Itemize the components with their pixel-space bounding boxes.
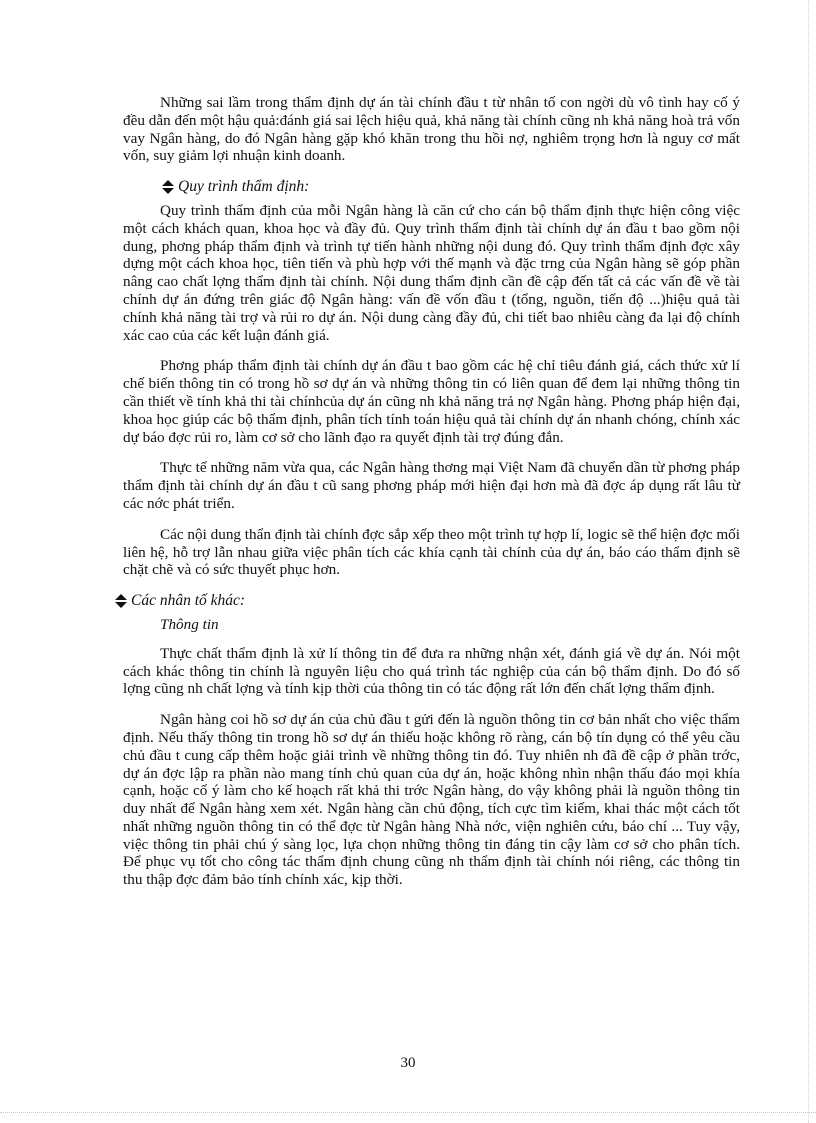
document-body	[123, 94, 740, 902]
subheading-information: Thông tin	[160, 615, 219, 633]
heading-text: Các nhân tố khác:	[131, 592, 246, 610]
diamond-arrow-icon	[162, 180, 174, 194]
page-bottom-divider	[0, 1112, 816, 1113]
paragraph-7: Ngân hàng coi hồ sơ dự án của chủ đầu t gửi đến là nguồn thông tin cơ bản nhất cho việc thẩm định. Nếu thấy thông tin trong hồ sơ dự án thiếu hoặc không rõ ràng, cán bộ tín dụng có thể yêu cầu chủ đầu t cung cấp thêm hoặc giải trình về những thông tin đó. Tuy nhiên nh đã đề cập ở phần trớc, dự án đợc lập ra phần nào mang tính chủ quan của dự án, hoặc không nhìn nhận thấu đáo mọi khía cạnh, hoặc cố ý làm cho kế hoạch rất khả thi trớc Ngân hàng, do vậy không phải là nguồn thông tin duy nhất để Ngân hàng xem xét. Ngân hàng cần chủ động, tích cực tìm kiếm, khai thác một cách tốt nhất những nguồn thông tin có thể đợc từ Ngân hàng Nhà nớc, viện nghiên cứu, báo chí ... Tuy vậy, việc thông tin phải chú ý sàng lọc, lựa chọn những thông tin đáng tin cậy làm cơ sở cho phân tích. Để phục vụ tốt cho công tác thẩm định chung cũng nh thẩm định tài chính nói riêng, các thông tin thu thập đợc đảm bảo tính chính xác, kịp thời.	[123, 711, 740, 889]
paragraph-4: Thực tế những năm vừa qua, các Ngân hàng thơng mại Việt Nam đã chuyển dần từ phơng pháp thẩm định tài chính dự án đầu t cũ sang phơng pháp mới hiện đại hơn mà đã đợc áp dụng rất lâu từ các nớc phát triển.	[123, 459, 740, 512]
section-heading-appraisal-process	[162, 178, 740, 196]
section-heading-other-factors	[115, 592, 740, 610]
paragraph-6: Thực chất thẩm định là xử lí thông tin để đưa ra những nhận xét, đánh giá về dự án. Nói một cách khác thông tin chính là nguyên liệu cho quá trình tác nghiệp của cán bộ thẩm định. Do đó số lợng cũng nh chất lợng và tính kịp thời của thông tin có tác động rất lớn đến chất lợng thẩm định.	[123, 644, 740, 698]
paragraph-3: Phơng pháp thẩm định tài chính dự án đầu t bao gồm các hệ chỉ tiêu đánh giá, cách thức xử lí chế biến thông tin có trong hồ sơ dự án và những thông tin có liên quan để đem lại những thông tin cần thiết về tính khả thi tài chínhcủa dự án cũng nh khả năng trả nợ Ngân hàng. Phơng pháp hiện đại, khoa học giúp các bộ thẩm định, phân tích tính toán hiệu quả tài chính dự án nhanh chóng, chính xác dự báo đợc rủi ro, làm cơ sở cho lãnh đạo ra quyết định tài trợ đúng đắn.	[123, 357, 740, 446]
page-right-divider	[808, 0, 809, 1123]
heading-text: Quy trình thẩm định:	[178, 178, 310, 196]
paragraph-5: Các nội dung thẩn định tài chính đợc sắp xếp theo một trình tự hợp lí, logic sẽ thể hiện đợc mối liên hệ, hỗ trợ lẫn nhau giữa việc phân tích các khía cạnh tài chính của dự án, báo cáo thẩm định sẽ chặt chẽ và có sức thuyết phục hơn.	[123, 525, 740, 579]
paragraph-1: Những sai lầm trong thẩm định dự án tài chính đầu t từ nhân tố con ngời dù vô tình hay cố ý đều dẫn đến một hậu quả:đánh giá sai lệch hiệu quả, khả năng tài chính cũng nh khả năng hoà trả vốn vay Ngân hàng, do đó Ngân hàng gặp khó khăn trong thu hồi nợ, nghiêm trọng hơn là nguy cơ mất vốn, suy giảm lợi nhuận kinh doanh.	[123, 94, 740, 165]
paragraph-2: Quy trình thẩm định của mỗi Ngân hàng là căn cứ cho cán bộ thẩm định thực hiện công việc một cách khách quan, khoa học và đầy đủ. Quy trình thẩm định tài chính dự án đầu t bao gồm nội dung, phơng pháp thẩm định và trình tự tiến hành những nội dung đó. Quy trình thẩm định đợc xây dựng một cách khoa học, tiên tiến và phù hợp với thế mạnh và đặc trng của Ngân hàng sẽ góp phần nâng cao chất lợng thẩm định tài chính. Nội dung thẩm định cần đề cập đến tất cả các vấn đề về tài chính dự án đứng trên giác độ Ngân hàng: vấn đề vốn đầu t (tổng, nguồn, tiến độ ...)hiệu quả tài chính khả năng tài trợ và rủi ro dự án. Nội dung càng đầy đủ, chi tiết bao nhiêu càng đa lại độ chính xác cao của các kết luận đánh giá.	[123, 201, 740, 344]
page-number: 30	[400, 1055, 416, 1071]
diamond-arrow-icon	[115, 594, 127, 608]
